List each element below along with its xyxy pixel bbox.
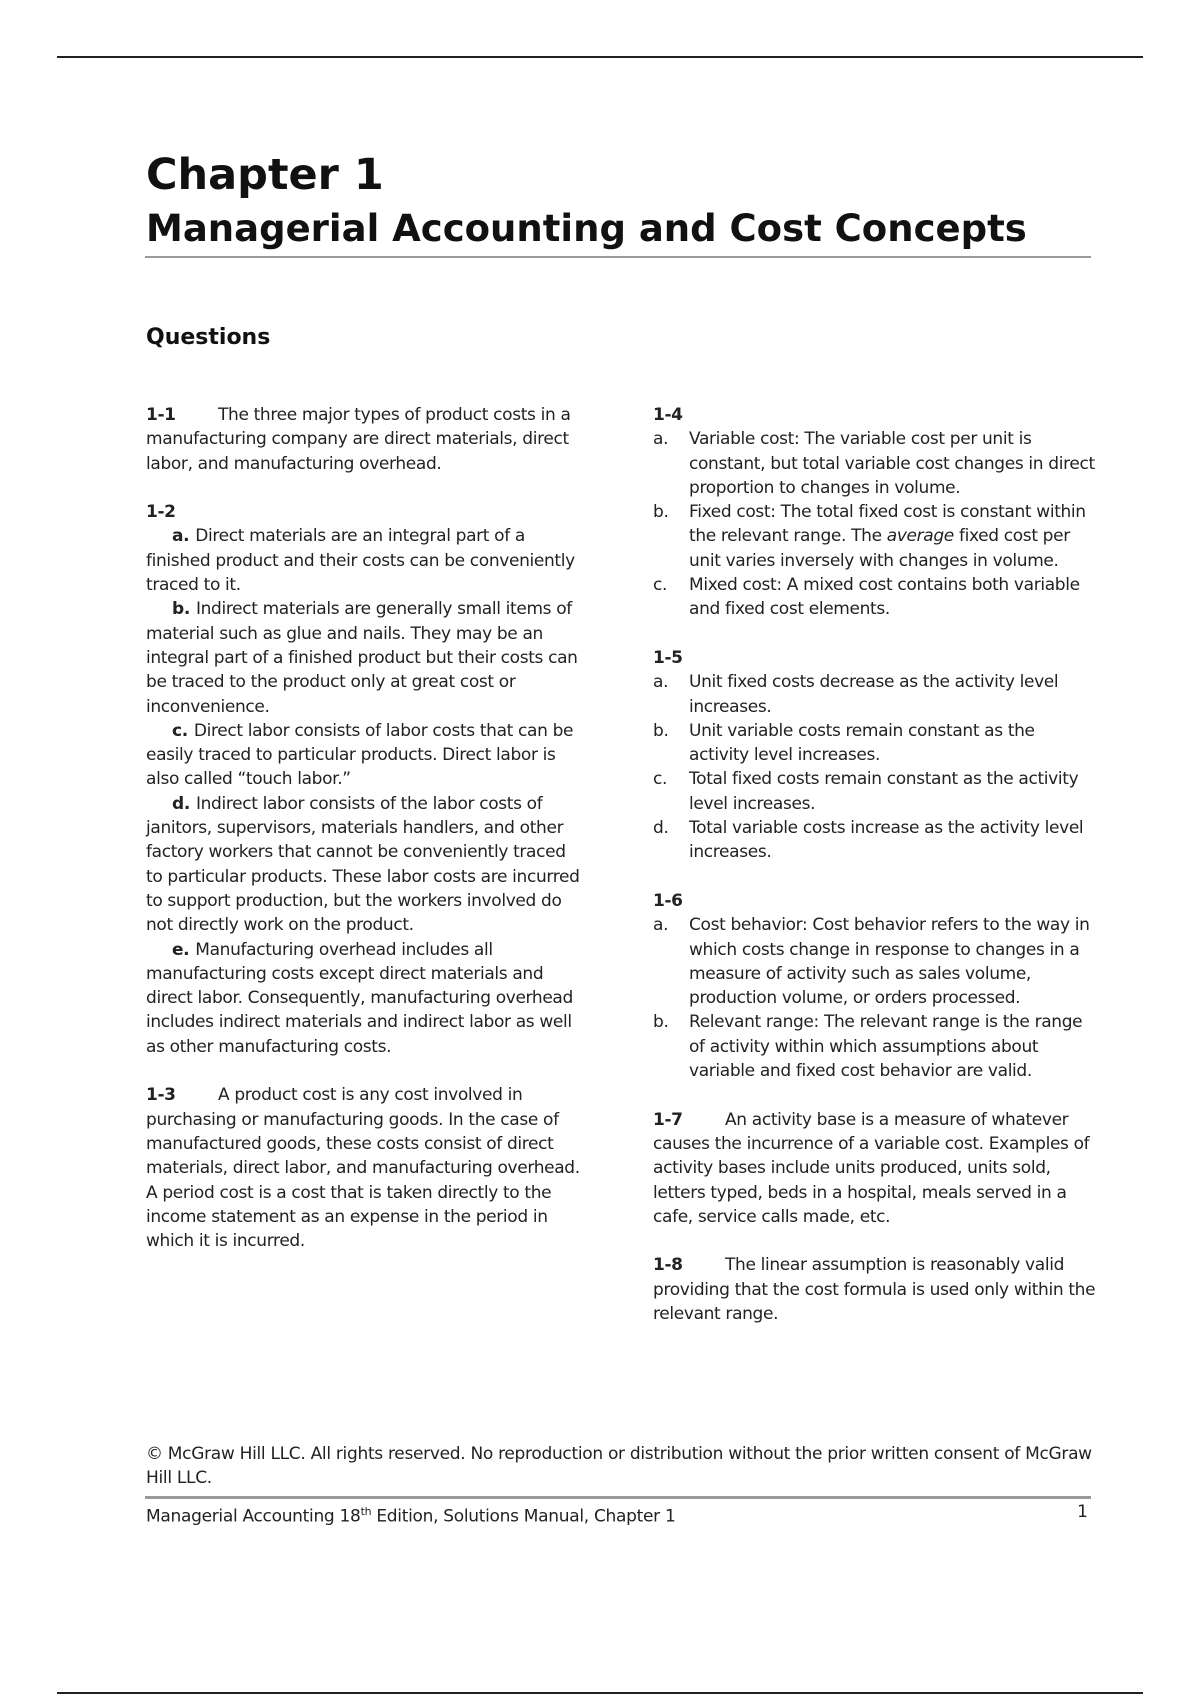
list-item <box>653 719 1098 768</box>
part-label: d. <box>172 793 190 814</box>
part-text: Manufacturing overhead includes all manufacturing costs except direct materials and direct labor. Consequently, manufacturing overhead includes indirect materials and indirect labor as well as other manufacturing costs. <box>146 939 573 1057</box>
item-label: c. <box>653 575 668 596</box>
question-number: 1-8 <box>653 1255 683 1276</box>
question-part <box>146 597 586 718</box>
question-number: 1-6 <box>653 890 683 911</box>
question-part <box>146 719 586 792</box>
item-label: c. <box>653 769 668 790</box>
question-1-8 <box>653 1253 1098 1326</box>
copyright-notice: © McGraw Hill LLC. All rights reserved. No reproduction or distribution without the prior written consent of McGraw Hill LLC. <box>146 1444 1092 1489</box>
part-label: a. <box>172 526 190 547</box>
question-1-6 <box>653 889 1098 1083</box>
item-text: Unit fixed costs decrease as the activity level increases. <box>689 672 1059 717</box>
list-item <box>653 913 1098 1010</box>
title-rule <box>145 256 1091 258</box>
item-text <box>689 500 1098 573</box>
right-column <box>653 403 1098 1351</box>
list-item <box>653 500 1098 573</box>
part-text: Direct materials are an integral part of a finished product and their costs can be conveniently traced to it. <box>146 526 575 596</box>
question-part <box>146 938 586 1059</box>
list-item <box>653 670 1098 719</box>
question-1-1 <box>146 403 586 476</box>
chapter-subtitle: Managerial Accounting and Cost Concepts <box>146 207 1027 250</box>
item-label: b. <box>653 1012 669 1033</box>
footer-book-title <box>146 1500 675 1529</box>
part-label: c. <box>172 720 188 741</box>
footer-rule <box>145 1496 1091 1499</box>
question-number: 1-4 <box>653 405 683 425</box>
item-text-part: fixed cost per unit varies inversely with changes in volume. <box>689 526 1070 571</box>
list-item <box>653 767 1098 816</box>
footer-book-suffix: Edition, Solutions Manual, Chapter 1 <box>371 1506 676 1527</box>
item-text-part: Fixed cost: The total fixed cost is constant within the relevant range. The <box>689 502 1086 547</box>
footer-edition-superscript: th <box>360 1505 372 1518</box>
part-text: Indirect labor consists of the labor costs of janitors, supervisors, materials handlers, and other factory workers that cannot be conveniently traced to particular products. These labor costs are incurred to support production, but the workers involved do not directly work on the product. <box>146 793 580 936</box>
list-item <box>653 573 1098 622</box>
item-text: Variable cost: The variable cost per unit is constant, but total variable cost changes in direct proportion to changes in volume. <box>689 429 1095 498</box>
question-text: An activity base is a measure of whatever causes the incurrence of a variable cost. Examples of activity bases include units produced, units sold, letters typed, beds in a hospital, meals served in a cafe, service calls made, etc. <box>653 1109 1090 1227</box>
question-number: 1-5 <box>653 647 683 668</box>
question-1-3 <box>146 1083 586 1253</box>
part-text: Direct labor consists of labor costs that can be easily traced to particular products. Direct labor is also called “touch labor.” <box>146 720 574 790</box>
page-number: 1 <box>1077 1502 1088 1522</box>
list-item <box>653 1010 1098 1083</box>
top-rule <box>57 56 1143 58</box>
item-text: Total fixed costs remain constant as the activity level increases. <box>689 769 1079 814</box>
part-label: e. <box>172 939 190 960</box>
part-label: b. <box>172 599 190 620</box>
item-label: d. <box>653 818 669 839</box>
part-text: Indirect materials are generally small items of material such as glue and nails. They may be an integral part of a finished product but their costs can be traced to the product only at great cost or inconvenience. <box>146 599 578 717</box>
question-1-2 <box>146 500 586 1059</box>
item-label: a. <box>653 429 669 450</box>
list-item <box>653 427 1098 500</box>
question-1-7 <box>653 1108 1098 1229</box>
question-number: 1-2 <box>146 502 176 523</box>
emphasized-word: average <box>886 526 954 547</box>
footer-book-prefix: Managerial Accounting 18 <box>146 1506 361 1527</box>
item-text: Total variable costs increase as the activity level increases. <box>689 818 1084 863</box>
question-1-4 <box>653 403 1098 622</box>
section-heading: Questions <box>146 325 271 350</box>
question-number: 1-3 <box>146 1085 176 1106</box>
question-text: A product cost is any cost involved in purchasing or manufacturing goods. In the case of manufactured goods, these costs consist of direct materials, direct labor, and manufacturing overhead. A period cost is a cost that is taken directly to the income statement as an expense in the period in which it is incurred. <box>146 1085 580 1252</box>
bottom-rule <box>57 1692 1143 1694</box>
left-column <box>146 403 586 1278</box>
chapter-title: Chapter 1 <box>146 150 384 200</box>
item-label: b. <box>653 502 669 523</box>
item-text: Cost behavior: Cost behavior refers to the way in which costs change in response to changes in a measure of activity such as sales volume, production volume, or orders processed. <box>689 915 1090 1009</box>
question-number: 1-1 <box>146 405 176 425</box>
question-part <box>146 524 586 597</box>
item-label: a. <box>653 915 669 936</box>
list-item <box>653 816 1098 865</box>
item-label: a. <box>653 672 669 693</box>
item-text: Relevant range: The relevant range is the range of activity within which assumptions about variable and fixed cost behavior are valid. <box>689 1012 1083 1082</box>
question-number: 1-7 <box>653 1109 683 1130</box>
item-label: b. <box>653 720 669 741</box>
question-text: The three major types of product costs in a manufacturing company are direct materials, direct labor, and manufacturing overhead. <box>146 405 571 474</box>
question-1-5 <box>653 646 1098 865</box>
question-text: The linear assumption is reasonably valid providing that the cost formula is used only within the relevant range. <box>653 1255 1096 1324</box>
question-part <box>146 792 586 938</box>
item-text: Mixed cost: A mixed cost contains both variable and fixed cost elements. <box>689 575 1080 620</box>
item-text: Unit variable costs remain constant as the activity level increases. <box>689 720 1035 766</box>
